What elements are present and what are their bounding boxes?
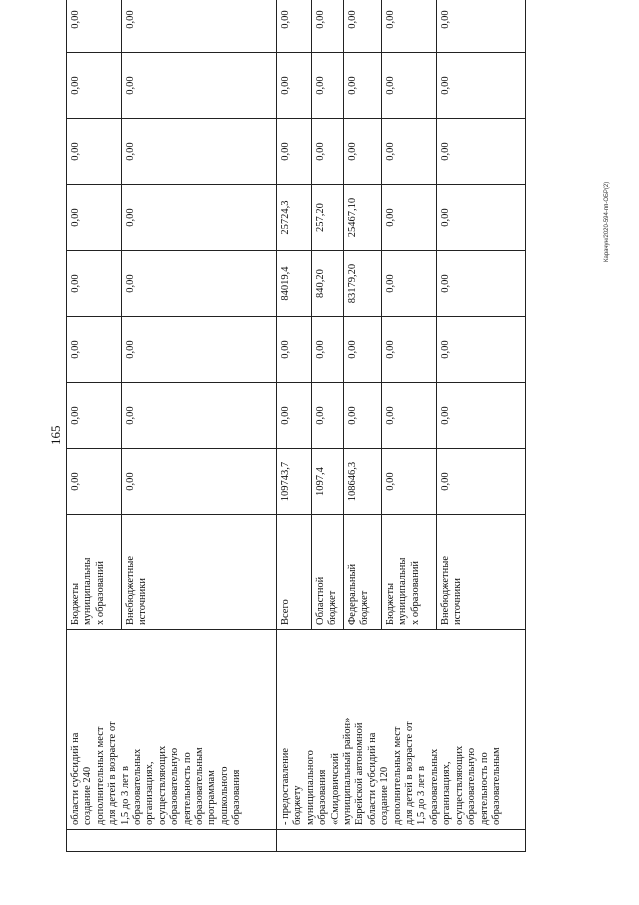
value-cell: 83179,20	[343, 251, 381, 317]
value-cell: 0,00	[381, 449, 436, 515]
value-cell: 257,20	[312, 185, 344, 251]
description-cell: - предоставление бюджету муниципального образования «Смидовичский муниципальный район» Еврейской автономной области субсидий на создание 120 дополнительных мест для детей в возрасте от 1,5 до 3 лет в образовательных организациях, осуществляющих образовательную деятельность по образовательным	[277, 630, 526, 830]
value-cell: 0,00	[312, 317, 344, 383]
value-cell: 840,20	[312, 251, 344, 317]
value-cell: 109743,7	[277, 449, 312, 515]
value-cell: 0,00	[122, 0, 277, 53]
source-cell: Всего	[277, 515, 312, 630]
value-cell: 0,00	[67, 251, 122, 317]
value-cell: 0,00	[343, 119, 381, 185]
value-cell: 0,00	[67, 317, 122, 383]
source-cell: Бюджеты муниципальны х образований	[67, 515, 122, 630]
value-cell: 0,00	[436, 449, 525, 515]
document-reference: Карачун/2020-594-пп-ОБР(2)	[604, 181, 610, 262]
value-cell: 0,00	[343, 317, 381, 383]
value-cell: 0,00	[277, 53, 312, 119]
value-cell: 0,00	[436, 53, 525, 119]
budget-table-rotated	[66, 10, 523, 852]
page-number: 165	[48, 425, 63, 445]
value-cell: 0,00	[67, 0, 122, 53]
description-cell: области субсидий на создание 240 дополнительных мест для детей в возрасте от 1,5 до 3 лет в образовательных организациях, осуществляющих образовательную деятельность по образовательным программам дошкольного образования	[67, 630, 277, 830]
budget-table	[66, 0, 526, 852]
value-cell: 0,00	[277, 383, 312, 449]
value-cell: 0,00	[312, 119, 344, 185]
table-row	[277, 0, 312, 852]
value-cell: 0,00	[312, 53, 344, 119]
source-cell: Внебюджетные источники	[436, 515, 525, 630]
value-cell: 0,00	[312, 0, 344, 53]
value-cell: 0,00	[381, 53, 436, 119]
value-cell: 1097,4	[312, 449, 344, 515]
value-cell: 0,00	[67, 449, 122, 515]
value-cell: 0,00	[436, 251, 525, 317]
value-cell: 25724,3	[277, 185, 312, 251]
value-cell: 0,00	[381, 185, 436, 251]
value-cell: 0,00	[436, 119, 525, 185]
value-cell: 0,00	[122, 251, 277, 317]
value-cell: 0,00	[122, 53, 277, 119]
value-cell: 0,00	[67, 119, 122, 185]
value-cell: 108646,3	[343, 449, 381, 515]
value-cell: 0,00	[122, 185, 277, 251]
value-cell: 0,00	[277, 317, 312, 383]
value-cell: 0,00	[381, 317, 436, 383]
value-cell: 0,00	[122, 383, 277, 449]
source-cell: Федеральный бюджет	[343, 515, 381, 630]
value-cell: 0,00	[381, 251, 436, 317]
row-number-cell	[67, 830, 277, 852]
value-cell: 0,00	[343, 383, 381, 449]
value-cell: 0,00	[67, 383, 122, 449]
value-cell: 0,00	[343, 0, 381, 53]
value-cell: 0,00	[122, 449, 277, 515]
value-cell: 0,00	[381, 0, 436, 53]
value-cell: 0,00	[436, 317, 525, 383]
source-cell: Бюджеты муниципальны х образований	[381, 515, 436, 630]
value-cell: 0,00	[381, 119, 436, 185]
source-cell: Областной бюджет	[312, 515, 344, 630]
value-cell: 0,00	[436, 0, 525, 53]
value-cell: 0,00	[122, 317, 277, 383]
source-cell: Внебюджетные источники	[122, 515, 277, 630]
value-cell: 0,00	[343, 53, 381, 119]
value-cell: 0,00	[436, 185, 525, 251]
value-cell: 25467,10	[343, 185, 381, 251]
value-cell: 0,00	[122, 119, 277, 185]
value-cell: 0,00	[67, 53, 122, 119]
value-cell: 0,00	[277, 0, 312, 53]
value-cell: 0,00	[436, 383, 525, 449]
row-number-cell	[277, 830, 526, 852]
value-cell: 0,00	[67, 185, 122, 251]
value-cell: 84019,4	[277, 251, 312, 317]
value-cell: 0,00	[312, 383, 344, 449]
table-row	[67, 0, 122, 852]
value-cell: 0,00	[381, 383, 436, 449]
value-cell: 0,00	[277, 119, 312, 185]
